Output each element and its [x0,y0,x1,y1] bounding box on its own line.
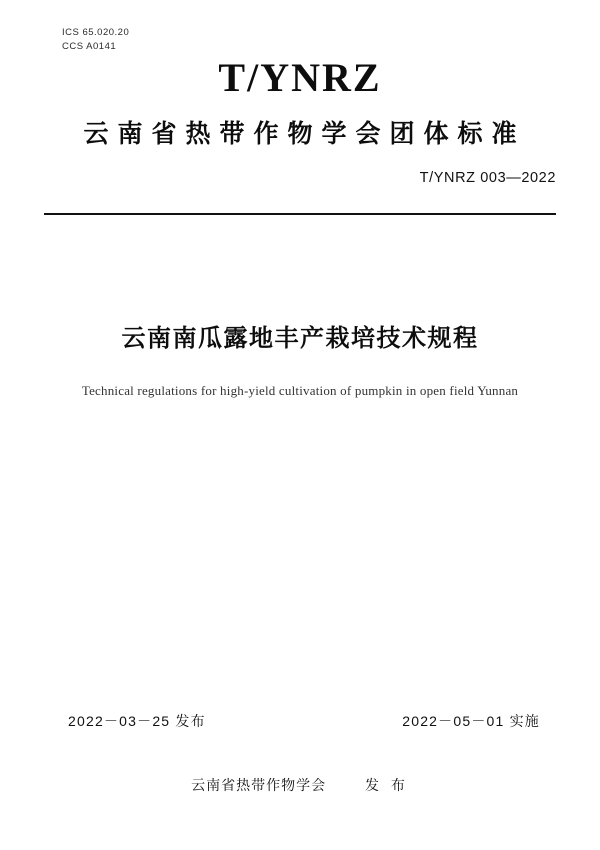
organization-line: 云南省热带作物学会团体标准 [83,120,526,148]
publisher-name: 云南省热带作物学会 [191,777,327,793]
ccs-code: CCS A0141 [62,41,117,53]
standard-mark: T/YNRZ [218,55,382,100]
implementation-date: 2022－05－01 实施 [402,713,540,729]
standard-number: T/YNRZ 003—2022 [419,170,556,186]
date-row [44,711,556,731]
page-subtitle-english: Technical regulations for high-yield cultivation of pumpkin in open field Yunnan [81,383,519,398]
issue-label: 发 布 [365,777,409,793]
horizontal-divider [44,213,556,215]
issue-date: 2022－03－25 发布 [68,713,206,729]
ics-code: ICS 65.020.20 [62,27,130,38]
page-title: 云南南瓜露地丰产栽培技术规程 [121,325,479,352]
masthead [44,56,556,186]
publisher-row [44,775,556,795]
title-block [44,318,556,399]
classification-codes [62,26,129,55]
